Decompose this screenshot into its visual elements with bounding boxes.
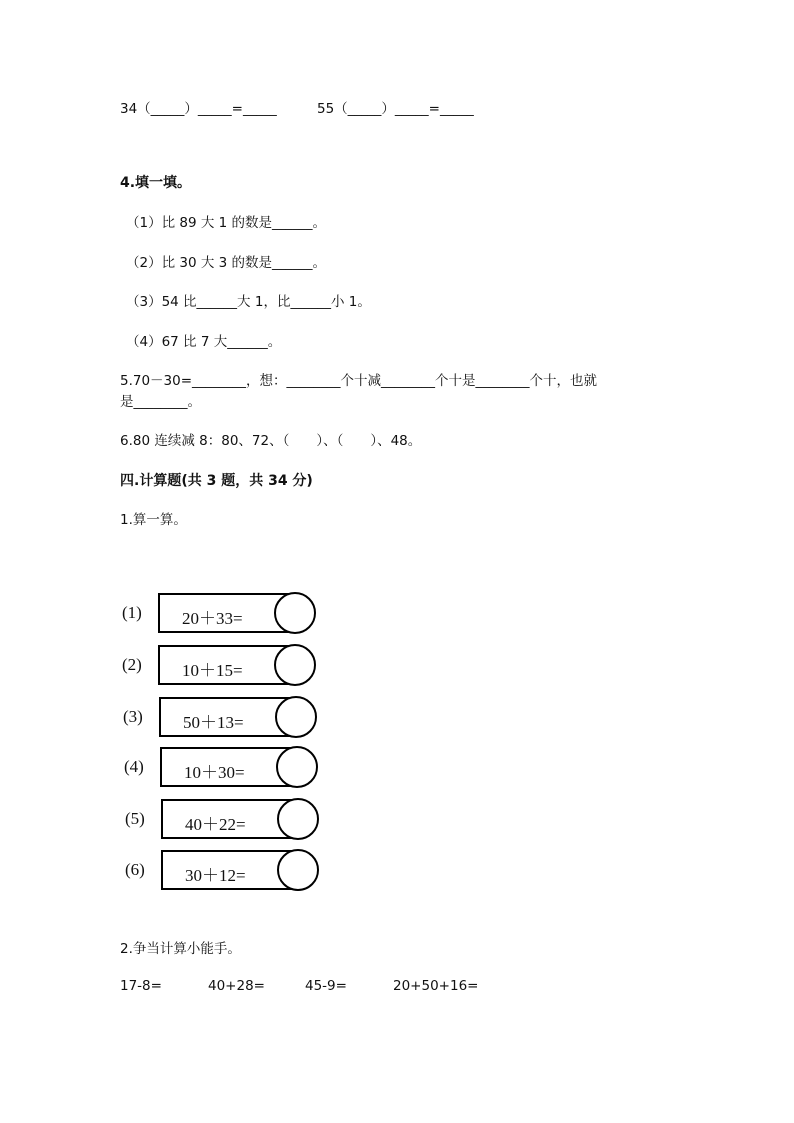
calc-row (124, 747, 334, 791)
calc-row-label: (3) (123, 707, 143, 726)
fill-line-55: 55（_____）_____=_____ (317, 101, 474, 117)
q4-item-4: （4）67 比 7 大______。 (126, 334, 282, 350)
calc-row-label: (6) (125, 860, 145, 879)
q4-item-2: （2）比 30 大 3 的数是______。 (126, 255, 327, 271)
section-4-title: 四.计算题(共 3 题，共 34 分) (120, 473, 313, 489)
calc-row (122, 593, 332, 637)
oral-calc-item: 40+28= (208, 978, 265, 994)
question-6: 6.80 连续减 8：80、72、（ ）、（ ）、48。 (120, 433, 422, 449)
calc-row (123, 697, 333, 741)
answer-circle (275, 696, 317, 738)
oral-calc-item: 20+50+16= (393, 978, 479, 994)
calc-row (125, 799, 335, 843)
calc-row-label: (4) (124, 757, 144, 776)
oral-calc-item: 45-9= (305, 978, 347, 994)
answer-circle (277, 798, 319, 840)
calc-expression: 10＋15= (182, 661, 243, 680)
fill-line-34: 34（_____）_____=_____ (120, 101, 277, 117)
answer-circle (276, 746, 318, 788)
q4-item-3: （3）54 比______大 1，比______小 1。 (126, 294, 371, 310)
calc-expression: 40＋22= (185, 815, 246, 834)
question-5-line-1: 5.70－30=________，想：________个十减________个十是________个十，也就 (120, 373, 598, 389)
calc-expression: 10＋30= (184, 763, 245, 782)
oral-calc-item: 17-8= (120, 978, 162, 994)
question-4-title: 4.填一填。 (120, 175, 192, 191)
calc-expression: 30＋12= (185, 866, 246, 885)
calc-expression: 50＋13= (183, 713, 244, 732)
question-5-line-2: 是________。 (120, 394, 201, 410)
answer-circle (274, 592, 316, 634)
answer-circle (277, 849, 319, 891)
calc-row-label: (1) (122, 603, 142, 622)
answer-circle (274, 644, 316, 686)
calc-2-title: 2.争当计算小能手。 (120, 941, 241, 957)
calc-1-title: 1.算一算。 (120, 512, 187, 528)
q4-item-1: （1）比 89 大 1 的数是______。 (126, 215, 327, 231)
calc-row-label: (2) (122, 655, 142, 674)
calc-expression: 20＋33= (182, 609, 243, 628)
calc-row (122, 645, 332, 689)
calc-row (125, 850, 335, 894)
calc-row-label: (5) (125, 809, 145, 828)
